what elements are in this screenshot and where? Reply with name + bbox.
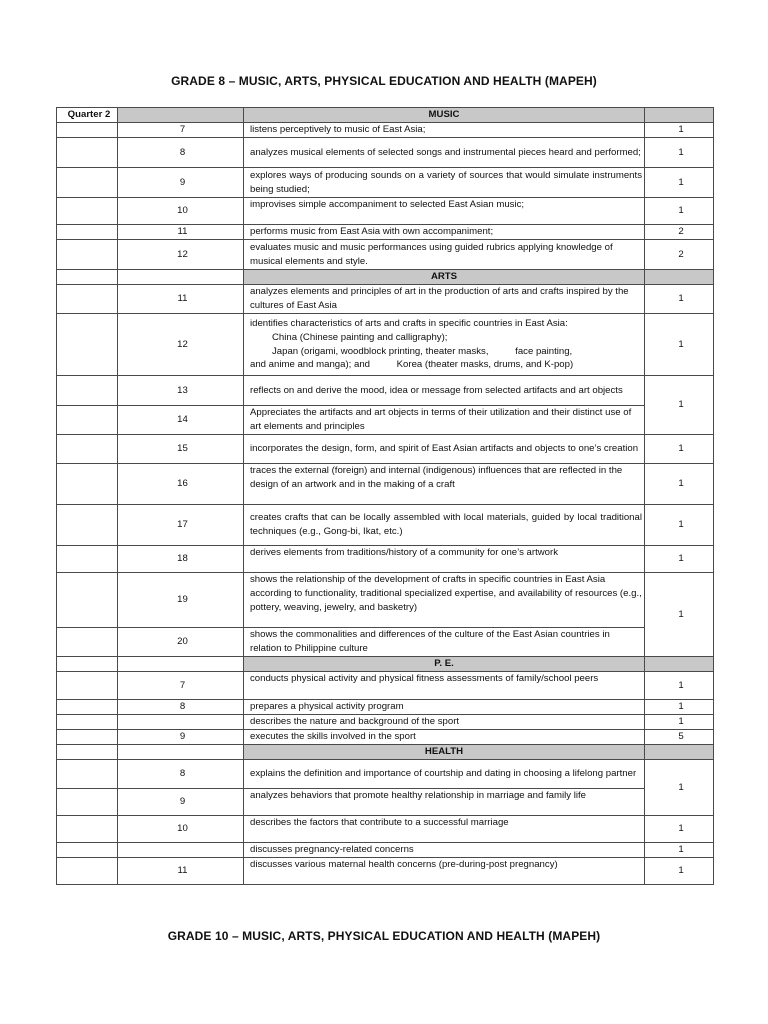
item-count: 1 (645, 138, 714, 168)
quarter-cell (57, 406, 118, 435)
item-count: 1 (645, 816, 714, 843)
grade8-title: GRADE 8 – MUSIC, ARTS, PHYSICAL EDUCATION AND HEALTH (MAPEH) (171, 74, 597, 88)
table-row (57, 314, 714, 376)
competency-number (118, 843, 244, 858)
quarter-cell (57, 270, 118, 285)
item-count: 1 (645, 715, 714, 730)
item-count: 1 (645, 314, 714, 376)
competency-text: prepares a physical activity program (244, 700, 645, 715)
competency-number: 16 (118, 464, 244, 505)
table-row (57, 730, 714, 745)
competency-number: 7 (118, 123, 244, 138)
table-row (57, 435, 714, 464)
quarter-cell (57, 715, 118, 730)
table-row (57, 505, 714, 546)
competency-number: 10 (118, 198, 244, 225)
quarter-cell (57, 672, 118, 700)
quarter-cell (57, 745, 118, 760)
table-row (57, 760, 714, 789)
competency-text: Appreciates the artifacts and art objects in terms of their utilization and their distinct use of art elements and principles (244, 406, 645, 435)
competency-text: traces the external (foreign) and internal (indigenous) influences that are reflected in the design of an artwork and in the making of a craft (244, 464, 645, 505)
table-row (57, 700, 714, 715)
quarter-cell (57, 628, 118, 657)
table-row (57, 789, 714, 816)
competency-text: describes the nature and background of the sport (244, 715, 645, 730)
table-row (57, 240, 714, 270)
competency-text: conducts physical activity and physical fitness assessments of family/school peers (244, 672, 645, 700)
quarter-cell (57, 285, 118, 314)
quarter-cell (57, 700, 118, 715)
quarter-cell (57, 464, 118, 505)
item-count: 2 (645, 240, 714, 270)
header-blank-cell (118, 270, 244, 285)
item-count: 5 (645, 730, 714, 745)
competency-line: Japan (origami, woodblock printing, theater masks, face painting, (272, 345, 573, 357)
competency-text: analyzes musical elements of selected songs and instrumental pieces heard and performed; (244, 138, 645, 168)
competency-number: 8 (118, 760, 244, 789)
competency-number: 18 (118, 546, 244, 573)
health-header-row (57, 745, 714, 760)
competency-line: and anime and manga); and Korea (theater masks, drums, and K-pop) (250, 359, 574, 371)
pe-header-row (57, 657, 714, 672)
competency-number (118, 715, 244, 730)
quarter-cell (57, 573, 118, 628)
table-row (57, 858, 714, 885)
header-blank-cell (118, 657, 244, 672)
quarter-cell (57, 816, 118, 843)
competency-number: 9 (118, 789, 244, 816)
item-count: 1 (645, 376, 714, 435)
table-row (57, 198, 714, 225)
competency-text (244, 314, 645, 376)
table-row (57, 376, 714, 406)
competency-number: 9 (118, 168, 244, 198)
quarter-cell (57, 376, 118, 406)
item-count: 1 (645, 464, 714, 505)
competency-number: 20 (118, 628, 244, 657)
item-count: 1 (645, 435, 714, 464)
quarter-cell (57, 123, 118, 138)
table-row (57, 285, 714, 314)
item-count: 1 (645, 760, 714, 816)
competency-number: 14 (118, 406, 244, 435)
item-count: 1 (645, 168, 714, 198)
table-row (57, 406, 714, 435)
competency-text: explores ways of producing sounds on a variety of sources that would simulate instruments being studied; (244, 168, 645, 198)
item-count: 1 (645, 700, 714, 715)
table-row (57, 628, 714, 657)
competency-number: 17 (118, 505, 244, 546)
table-row (57, 672, 714, 700)
competency-text: derives elements from traditions/history of a community for one’s artwork (244, 546, 645, 573)
competency-text: shows the commonalities and differences of the culture of the East Asian countries in relation to Philippine culture (244, 628, 645, 657)
competency-number: 15 (118, 435, 244, 464)
quarter-label: Quarter 2 (57, 108, 118, 123)
arts-section-title: ARTS (244, 270, 645, 285)
item-count: 1 (645, 546, 714, 573)
item-count: 2 (645, 225, 714, 240)
competency-number: 7 (118, 672, 244, 700)
arts-header-row (57, 270, 714, 285)
competency-line: identifies characteristics of arts and crafts in specific countries in East Asia: (250, 317, 568, 329)
item-count: 1 (645, 285, 714, 314)
item-count: 1 (645, 573, 714, 657)
competency-text: executes the skills involved in the sport (244, 730, 645, 745)
competency-number: 12 (118, 240, 244, 270)
competency-text: incorporates the design, form, and spirit of East Asian artifacts and objects to one’s creation (244, 435, 645, 464)
competency-text: discusses pregnancy-related concerns (244, 843, 645, 858)
header-blank-cell (645, 270, 714, 285)
pe-section-title: P. E. (244, 657, 645, 672)
quarter-cell (57, 789, 118, 816)
quarter-cell (57, 168, 118, 198)
competency-number: 13 (118, 376, 244, 406)
quarter-cell (57, 730, 118, 745)
competency-number: 10 (118, 816, 244, 843)
quarter-cell (57, 505, 118, 546)
competency-text: improvises simple accompaniment to selected East Asian music; (244, 198, 645, 225)
competency-number: 12 (118, 314, 244, 376)
competency-number: 8 (118, 700, 244, 715)
mapeh-table (56, 107, 714, 885)
quarter-cell (57, 546, 118, 573)
competency-text: analyzes behaviors that promote healthy relationship in marriage and family life (244, 789, 645, 816)
competency-number: 11 (118, 225, 244, 240)
quarter-cell (57, 760, 118, 789)
competency-text: reflects on and derive the mood, idea or message from selected artifacts and art objects (244, 376, 645, 406)
competency-line: China (Chinese painting and calligraphy); (272, 331, 448, 343)
header-blank-cell (645, 657, 714, 672)
table-row (57, 464, 714, 505)
competency-number: 9 (118, 730, 244, 745)
quarter-cell (57, 138, 118, 168)
competency-number: 11 (118, 285, 244, 314)
competency-text: listens perceptively to music of East Asia; (244, 123, 645, 138)
health-section-title: HEALTH (244, 745, 645, 760)
competency-number: 11 (118, 858, 244, 885)
table-row (57, 168, 714, 198)
quarter-cell (57, 843, 118, 858)
grade10-title: GRADE 10 – MUSIC, ARTS, PHYSICAL EDUCATION AND HEALTH (MAPEH) (167, 929, 601, 943)
competency-number: 8 (118, 138, 244, 168)
item-count: 1 (645, 843, 714, 858)
table-row (57, 138, 714, 168)
item-count: 1 (645, 123, 714, 138)
competency-number: 19 (118, 573, 244, 628)
item-count: 1 (645, 198, 714, 225)
item-count: 1 (645, 672, 714, 700)
quarter-cell (57, 314, 118, 376)
table-row (57, 225, 714, 240)
music-header-row (57, 108, 714, 123)
quarter-cell (57, 198, 118, 225)
competency-text: discusses various maternal health concerns (pre-during-post pregnancy) (244, 858, 645, 885)
table-row (57, 546, 714, 573)
item-count: 1 (645, 858, 714, 885)
competency-text: creates crafts that can be locally assembled with local materials, guided by local traditional techniques (e.g., Gong-bi, Ikat, etc.) (244, 505, 645, 546)
competency-text: evaluates music and music performances using guided rubrics applying knowledge of musical elements and style. (244, 240, 645, 270)
header-blank-cell (645, 108, 714, 123)
table-row (57, 715, 714, 730)
table-row (57, 843, 714, 858)
table-row (57, 573, 714, 628)
header-blank-cell (118, 108, 244, 123)
quarter-cell (57, 858, 118, 885)
header-blank-cell (118, 745, 244, 760)
quarter-cell (57, 225, 118, 240)
quarter-cell (57, 435, 118, 464)
table-row (57, 123, 714, 138)
competency-text: describes the factors that contribute to a successful marriage (244, 816, 645, 843)
music-section-title: MUSIC (244, 108, 645, 123)
item-count: 1 (645, 505, 714, 546)
competency-text: shows the relationship of the development of crafts in specific countries in East Asia according to functionality, traditional specialized expertise, and availability of resources (e.g., pottery, weaving, jewelry, and basketry) (244, 573, 645, 628)
header-blank-cell (645, 745, 714, 760)
competency-text: explains the definition and importance of courtship and dating in choosing a lifelong partner (244, 760, 645, 789)
quarter-cell (57, 240, 118, 270)
quarter-cell (57, 657, 118, 672)
competency-text: performs music from East Asia with own accompaniment; (244, 225, 645, 240)
competency-text: analyzes elements and principles of art in the production of arts and crafts inspired by the cultures of East Asia (244, 285, 645, 314)
table-row (57, 816, 714, 843)
